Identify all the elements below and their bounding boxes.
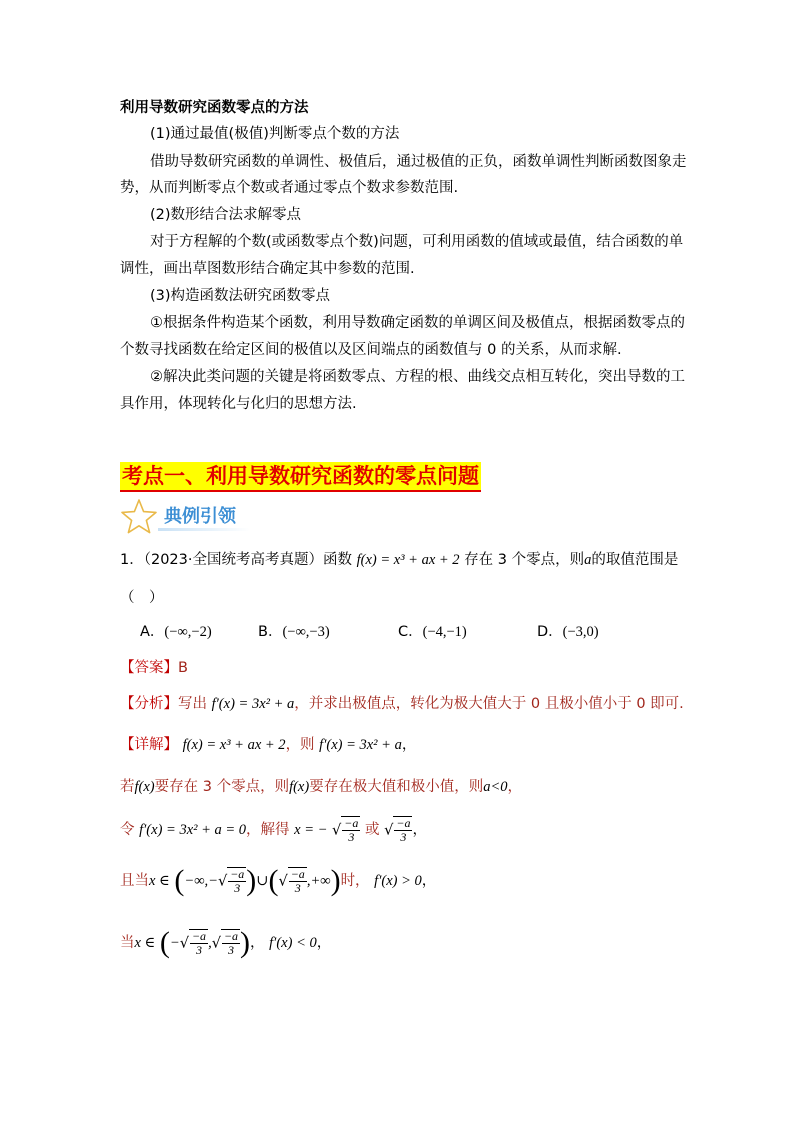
star-icon: [120, 498, 158, 536]
sqrt-frac-2: √ $\frac{-a}{3}$: [384, 816, 411, 844]
sqrt-frac-5: √ $\frac{-a}{3}$: [179, 929, 207, 957]
frac-num-1: −a: [344, 816, 359, 830]
detail-line2: [120, 777, 522, 797]
question-line: [120, 550, 678, 570]
detail-line1: [120, 735, 416, 755]
detail-l1-mid: ，则: [285, 737, 315, 753]
option-b-label: B．: [258, 624, 283, 640]
sqrt-frac-4: √ $\frac{-a}{3}$: [278, 867, 305, 895]
frac-den-4: 3: [294, 881, 301, 895]
question-var: a: [584, 552, 592, 568]
detail-l5-sep: ，: [250, 935, 265, 951]
detail-l2-three: 3: [202, 779, 212, 795]
method1-line1: 借助导数研究函数的单调性、极值后，通过极值的正负，函数单调性判断函数图象走: [150, 154, 687, 170]
example-badge: [120, 496, 250, 536]
answer-value: B: [178, 660, 188, 676]
open-paren-1: (: [174, 864, 185, 897]
detail-l2-a: 若: [120, 779, 135, 795]
example-label: 典例引领: [164, 506, 236, 527]
analysis-tag: 【分析】: [120, 696, 178, 712]
method3-point1-line2: 个数寻找函数在给定区间的极值以及区间端点的函数值与 0 的关系，从而求解.: [120, 342, 622, 358]
option-d-value: (−3,0): [562, 624, 599, 640]
method3-point2-line2: 具作用，体现转化与化归的思想方法.: [120, 396, 357, 412]
frac-num-5: −a: [191, 929, 207, 943]
detail-l3-expr: f′(x) = 3x² + a = 0: [139, 822, 247, 838]
method2-line2: 调性，画出草图数形结合确定其中参数的范围.: [120, 261, 415, 277]
option-a-value: (−∞,−2): [164, 624, 212, 640]
question-source: （2023·全国统考高考真题）函数: [143, 552, 352, 568]
sqrt-frac-3: √ $\frac{-a}{3}$: [217, 867, 245, 895]
detail-l5-expr: f′(x) < 0: [269, 935, 317, 951]
detail-l5-end: ，: [316, 935, 332, 951]
detail-l3-b: ，解得: [246, 822, 290, 838]
detail-l1-end: ，: [401, 737, 417, 753]
detail-l2-fx-2: f(x): [289, 779, 310, 795]
detail-l2-fx: f(x): [134, 779, 155, 795]
analysis-text-a: 写出: [178, 696, 207, 712]
detail-l4-union: ∪: [256, 873, 269, 889]
detail-line3: [120, 816, 427, 844]
detail-l4-a: 且当: [120, 873, 149, 889]
detail-tag: 【详解】: [120, 737, 178, 753]
detail-l4-expr: f′(x) > 0: [374, 873, 422, 889]
detail-l4-b: 时，: [340, 873, 370, 889]
question-number: 1．: [120, 552, 144, 568]
detail-l4-inf-left: −∞,−: [184, 873, 218, 889]
option-a[interactable]: [140, 622, 212, 642]
frac-num-6: −a: [223, 929, 239, 943]
frac-num-2: −a: [396, 816, 411, 830]
open-paren-2: (: [268, 864, 279, 897]
option-b[interactable]: [258, 622, 330, 642]
intro-title: 利用导数研究函数零点的方法: [120, 100, 309, 116]
option-d[interactable]: [537, 622, 599, 642]
detail-l5-x: x ∈: [134, 935, 156, 951]
analysis-expr: f′(x) = 3x² + a: [211, 696, 295, 712]
frac-den-3: 3: [234, 881, 241, 895]
detail-l2-d: 要存在极大值和极小值，则: [309, 779, 484, 795]
option-a-label: A．: [140, 624, 165, 640]
detail-line5: [120, 928, 331, 958]
detail-l3-x: x = −: [294, 822, 328, 838]
question-function: f(x) = x³ + ax + 2: [356, 552, 460, 568]
analysis-line: [120, 694, 684, 714]
detail-l5-minus: −: [169, 935, 180, 951]
detail-l5-a: 当: [120, 935, 135, 951]
method1-line2: 势，从而判断零点个数或者通过零点个数求参数范围.: [120, 180, 459, 196]
detail-l3-a: 令: [120, 822, 135, 838]
detail-l4-x: x ∈: [149, 873, 170, 889]
method2-title: (2)数形结合法求解零点: [150, 207, 302, 223]
answer-line: [120, 658, 188, 678]
detail-l2-c: 个零点，则: [216, 779, 290, 795]
frac-den-6: 3: [227, 943, 234, 957]
question-mid: 存在 3 个零点，则: [464, 552, 585, 568]
sqrt-frac-1: √ $\frac{-a}{3}$: [332, 816, 359, 844]
method3-point1-line1: ①根据条件构造某个函数，利用导数确定函数的单调区间及极值点，根据函数零点的: [150, 315, 685, 331]
analysis-text-b: ，并求出极值点，转化为极大值大于 0 且极小值小于 0 即可.: [294, 696, 684, 712]
detail-l2-b: 要存在: [154, 779, 199, 795]
detail-fprime-expr: f′(x) = 3x² + a: [319, 737, 402, 753]
detail-l5-comma: ,: [208, 935, 212, 951]
question-paren: （ ）: [120, 590, 164, 606]
option-b-value: (−∞,−3): [282, 624, 330, 640]
detail-l3-or: 或: [365, 822, 380, 838]
frac-den-5: 3: [196, 943, 202, 957]
question-end: 的取值范围是: [591, 552, 679, 568]
detail-l2-end: ，: [507, 779, 522, 795]
method3-point2-line1: ②解决此类问题的关键是将函数零点、方程的根、曲线交点相互转化，突出导数的工: [150, 369, 685, 385]
sqrt-frac-6: √ $\frac{-a}{3}$: [211, 929, 239, 957]
detail-l2-cond: a<0: [483, 779, 508, 795]
frac-den-2: 3: [400, 830, 407, 844]
option-c-value: (−4,−1): [422, 624, 467, 640]
detail-line4: [120, 866, 436, 896]
option-d-label: D．: [537, 624, 563, 640]
detail-l4-inf-right: ,+∞: [306, 873, 331, 889]
answer-tag: 【答案】: [120, 660, 178, 676]
close-paren-1: ): [246, 864, 257, 897]
detail-l3-end: ，: [412, 822, 427, 838]
option-c[interactable]: [398, 622, 467, 642]
open-paren-3: (: [159, 926, 170, 959]
close-paren-2: ): [330, 864, 341, 897]
option-c-label: C．: [398, 624, 423, 640]
detail-f-expr: f(x) = x³ + ax + 2: [182, 737, 286, 753]
frac-num-4: −a: [290, 867, 305, 881]
method1-title: (1)通过最值(极值)判断零点个数的方法: [150, 126, 400, 142]
close-paren-3: ): [240, 926, 251, 959]
method3-title: (3)构造函数法研究函数零点: [150, 288, 331, 304]
section-title: 考点一、利用导数研究函数的零点问题: [120, 462, 481, 492]
method2-line1: 对于方程解的个数(或函数零点个数)问题，可利用函数的值域或最值，结合函数的单: [150, 234, 684, 250]
frac-num-3: −a: [230, 867, 245, 881]
badge-underline: [158, 528, 250, 531]
frac-den-1: 3: [348, 830, 355, 844]
detail-l4-end: ，: [421, 873, 437, 889]
